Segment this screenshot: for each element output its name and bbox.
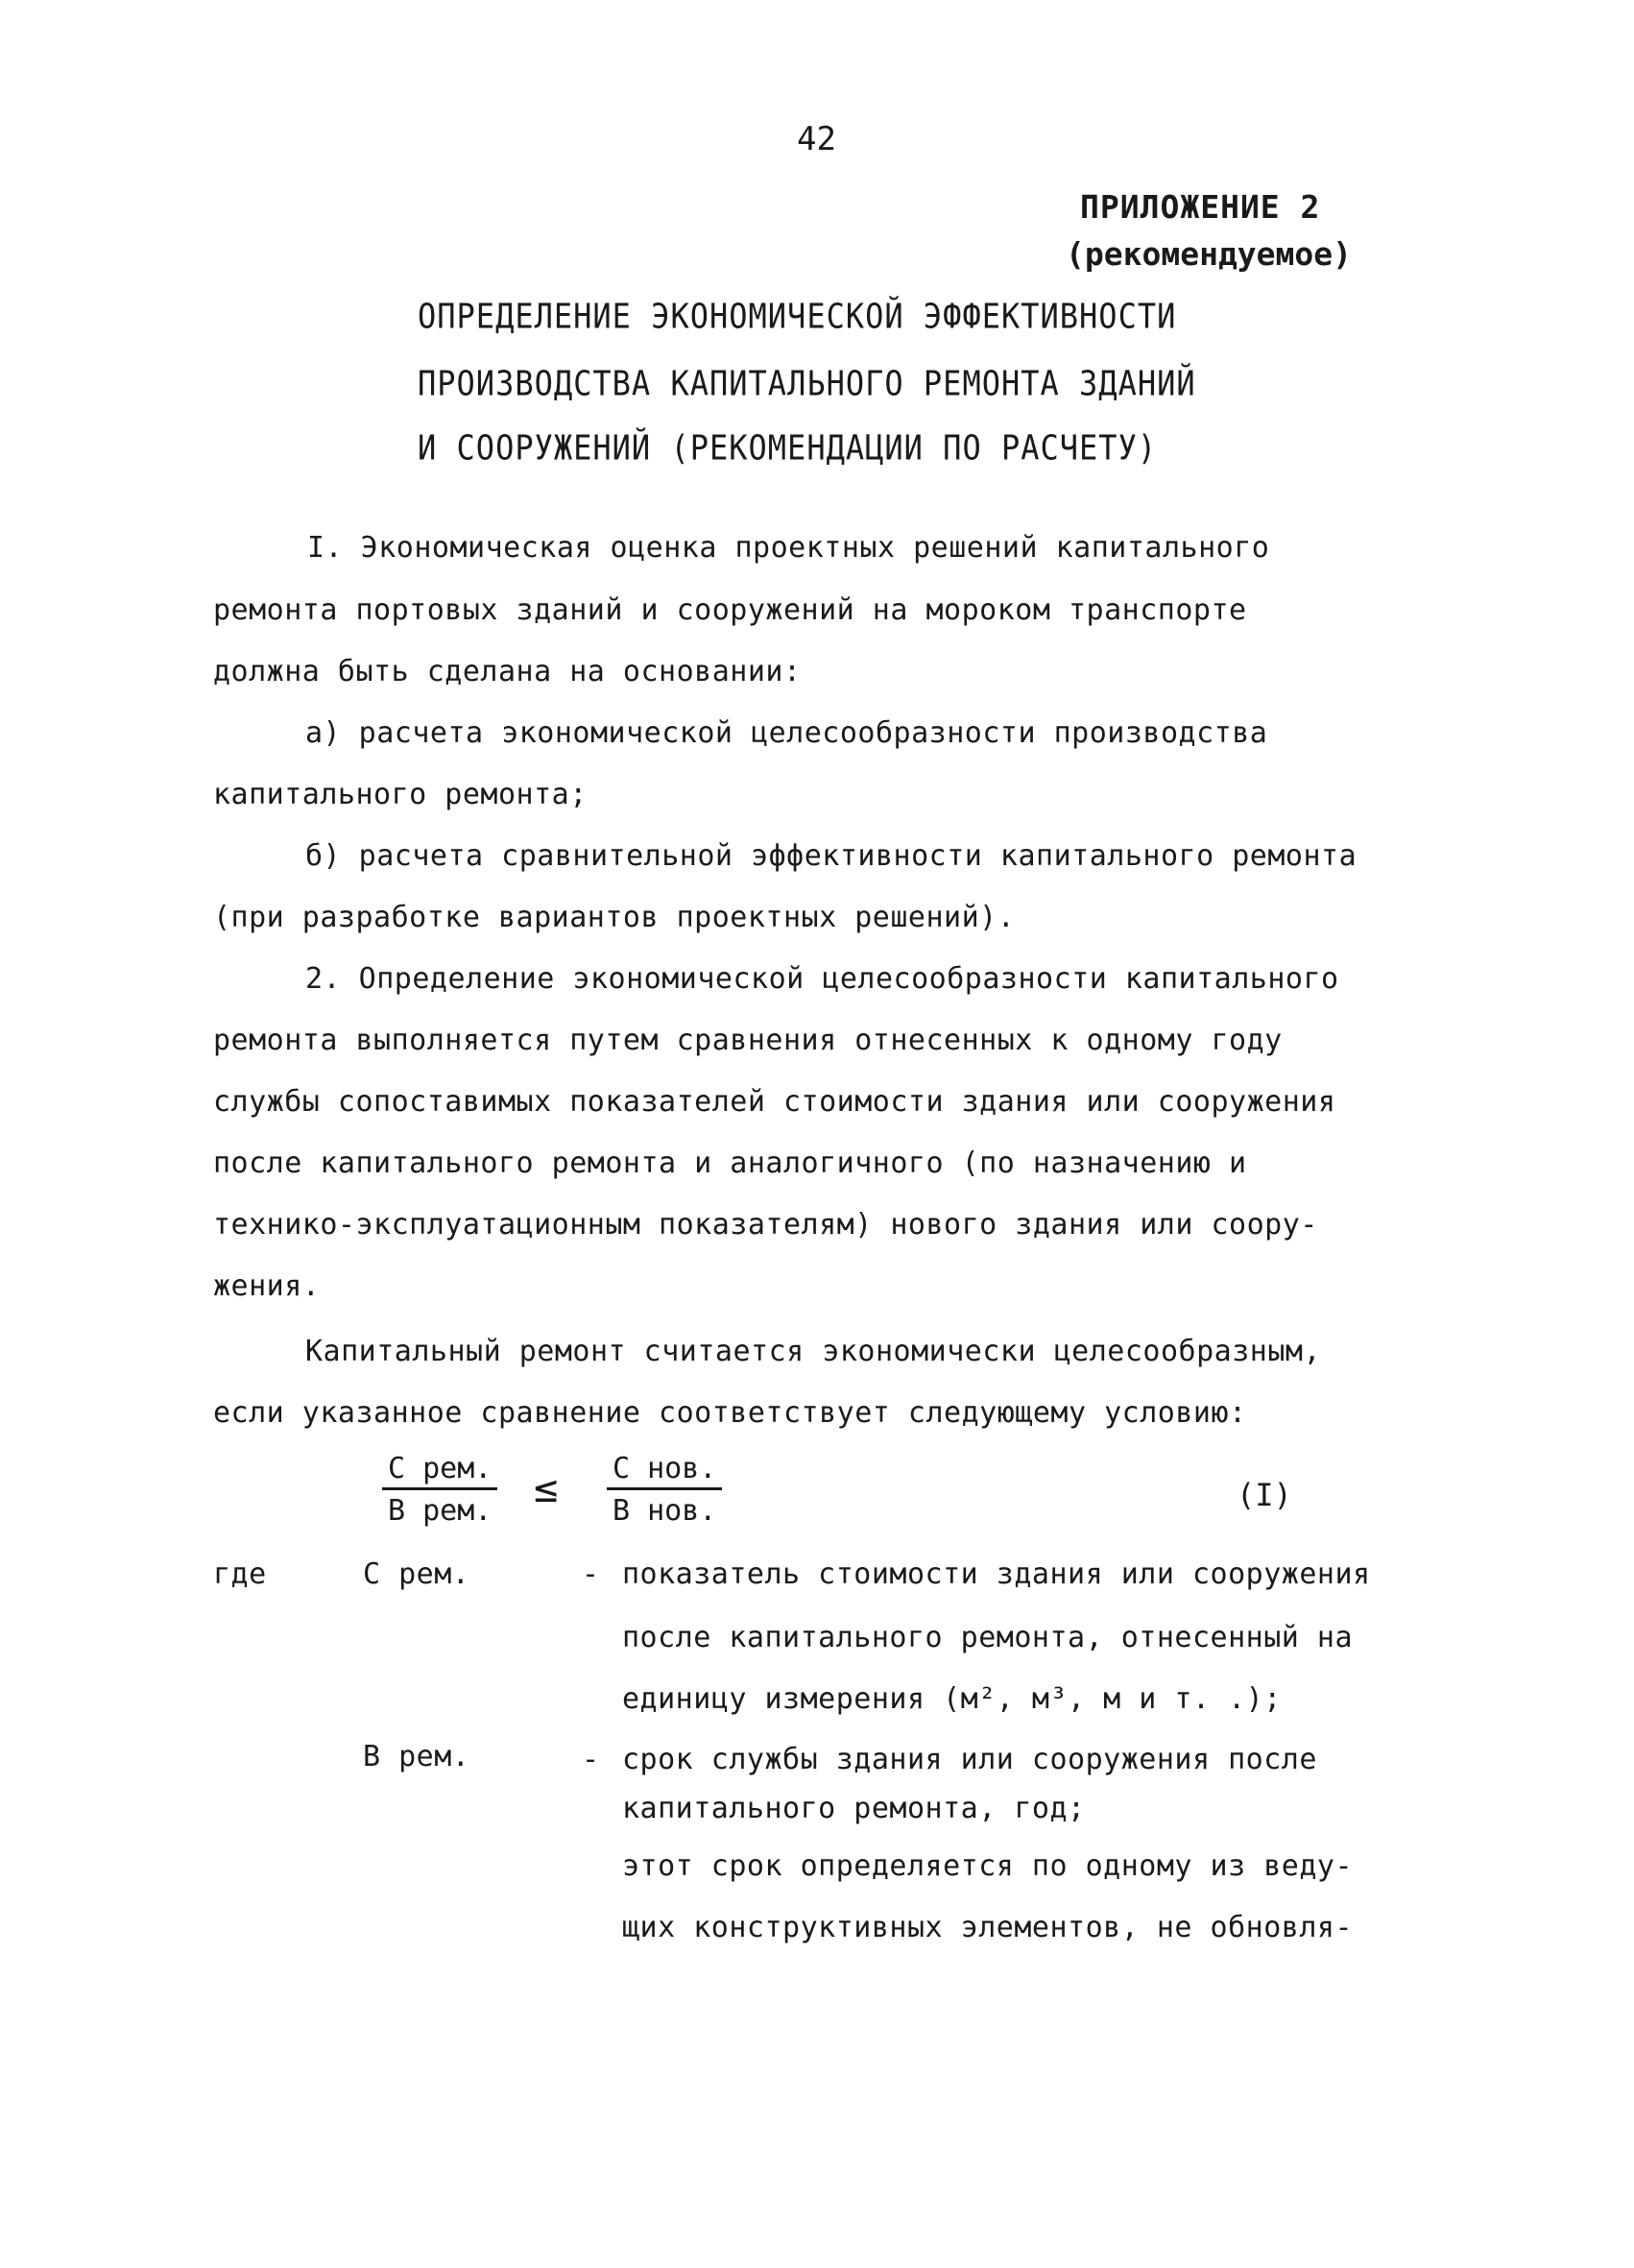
body-line: а) расчета экономической целесообразности производства [305,716,1268,750]
definition-dash: - [582,1743,600,1776]
body-line: технико-эксплуатационным показателям) нового здания или соору- [213,1208,1318,1242]
body-line: (при разработке вариантов проектных решений). [213,901,1016,934]
title-line-3: И СООРУЖЕНИЙ (РЕКОМЕНДАЦИИ ПО РАСЧЕТУ) [418,427,1158,469]
definition-dash: - [582,1557,600,1591]
fraction-numerator: С рем. [382,1452,497,1490]
definition-line: показатель стоимости здания или сооружения [622,1557,1371,1591]
equation-number: (I) [1237,1477,1292,1513]
definition-term: В рем. [363,1740,470,1773]
appendix-qualifier: (рекомендуемое) [1066,235,1353,273]
definition-term: С рем. [363,1557,470,1591]
title-line-1: ОПРЕДЕЛЕНИЕ ЭКОНОМИЧЕСКОЙ ЭФФЕКТИВНОСТИ [418,296,1177,337]
definition-line: щих конструктивных элементов, не обновля- [622,1911,1354,1944]
definition-line: срок службы здания или сооружения после [622,1743,1317,1776]
fraction-left [382,1452,497,1528]
body-line: Капитальный ремонт считается экономически целесообразным, [305,1335,1322,1368]
body-line: ремонта выполняется путем сравнения отнесенных к одному году [213,1024,1283,1057]
body-line: б) расчета сравнительной эффективности капитального ремонта [305,839,1358,873]
body-line: 2. Определение экономической целесообразности капитального [305,962,1339,996]
body-line: службы сопоставимых показателей стоимости здания или сооружения [213,1085,1336,1119]
body-line: должна быть сделана на основании: [213,655,802,688]
leq-operator: ≤ [534,1464,559,1511]
page-number: 42 [797,120,836,158]
where-label: где [213,1557,267,1591]
fraction-numerator: С нов. [607,1452,722,1490]
definition-line: единицу измерения (м², м³, м и т. .); [622,1682,1282,1716]
definition-line: капитального ремонта, год; [622,1792,1086,1825]
definition-line: этот срок определяется по одному из веду- [622,1849,1354,1883]
body-line: капитального ремонта; [213,778,588,811]
fraction-denominator: В рем. [388,1494,493,1528]
body-line: если указанное сравнение соответствует следующему условию: [213,1396,1247,1430]
fraction-right [607,1452,722,1528]
definition-line: после капитального ремонта, отнесенный на [622,1621,1354,1654]
fraction-denominator: В нов. [613,1494,717,1528]
title-line-2: ПРОИЗВОДСТВА КАПИТАЛЬНОГО РЕМОНТА ЗДАНИЙ [418,363,1196,404]
body-line: I. Экономическая оценка проектных решений капитального [307,531,1270,565]
body-line: ремонта портовых зданий и сооружений на мороком транспорте [213,593,1247,627]
body-line: жения. [213,1269,321,1303]
body-line: после капитального ремонта и аналогичного (по назначению и [213,1146,1247,1180]
appendix-label: ПРИЛОЖЕНИЕ 2 [1080,188,1321,226]
